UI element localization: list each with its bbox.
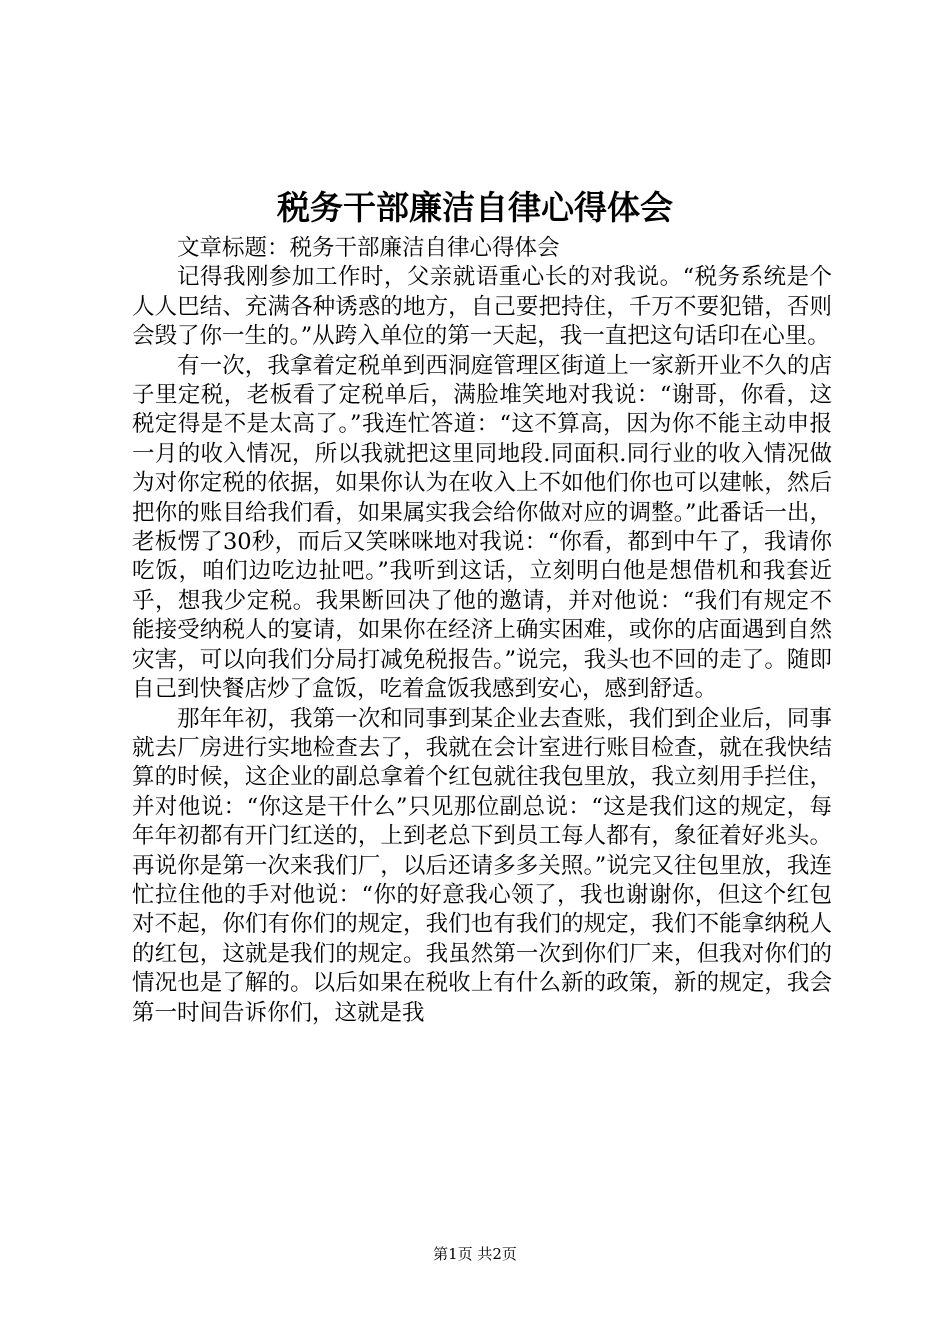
paragraph-shop-tax: 有一次，我拿着定税单到西洞庭管理区街道上一家新开业不久的店子里定税，老板看了定税单后，满脸堆笑地对我说：“谢哥，你看，这税定得是不是太高了。”我连忙答道：“这不算高，因为你不能主动申报一月的收入情况，所以我就把这里同地段.同面积.同行业的收入情况做为对你定税的依据，如果你认为在收入上不如他们你也可以建帐，然后把你的账目给我们看，如果属实我会给你做对应的调整。”此番话一出，老板愣了30秒，而后又笑咪咪地对我说：“你看，都到中午了，我请你吃饭，咱们边吃边扯吧。”我听到这话，立刻明白他是想借机和我套近乎，想我少定税。我果断回决了他的邀请，并对他说：“我们有规定不能接受纳税人的宴请，如果你在经济上确实困难，或你的店面遇到自然灾害，可以向我们分局打减免税报告。”说完，我头也不回的走了。随即自己到快餐店炒了盒饭，吃着盒饭我感到安心，感到舒适。 [132,352,832,703]
paragraph-article-title: 文章标题：税务干部廉洁自律心得体会 [177,235,560,261]
document-body [132,234,832,1028]
paragraph-red-envelope: 那年年初，我第一次和同事到某企业去查账，我们到企业后，同事就去厂房进行实地检查去了，我就在会计室进行账目检查，就在我快结算的时候，这企业的副总拿着个红包就往我包里放，我立刻用手拦住，并对他说：“你这是干什么”只见那位副总说：“这是我们这的规定，每年年初都有开门红送的，上到老总下到员工每人都有，象征着好兆头。再说你是第一次来我们厂，以后还请多多关照。”说完又往包里放，我连忙拉住他的手对他说：“你的好意我心领了，我也谢谢你，但这个红包对不起，你们有你们的规定，我们也有我们的规定，我们不能拿纳税人的红包，这就是我们的规定。我虽然第一次到你们厂来，但我对你们的情况也是了解的。以后如果在税收上有什么新的政策，新的规定，我会第一时间告诉你们，这就是我 [132,705,832,1026]
paragraph-father-advice: 记得我刚参加工作时，父亲就语重心长的对我说。“税务系统是个人人巴结、充满各种诱惑的地方，自己要把持住，千万不要犯错，否则会毁了你一生的。”从跨入单位的第一天起，我一直把这句话印在心里。 [132,264,832,350]
page-footer: 第1页 共2页 [433,1245,517,1263]
document-title: 税务干部廉洁自律心得体会 [277,188,673,227]
